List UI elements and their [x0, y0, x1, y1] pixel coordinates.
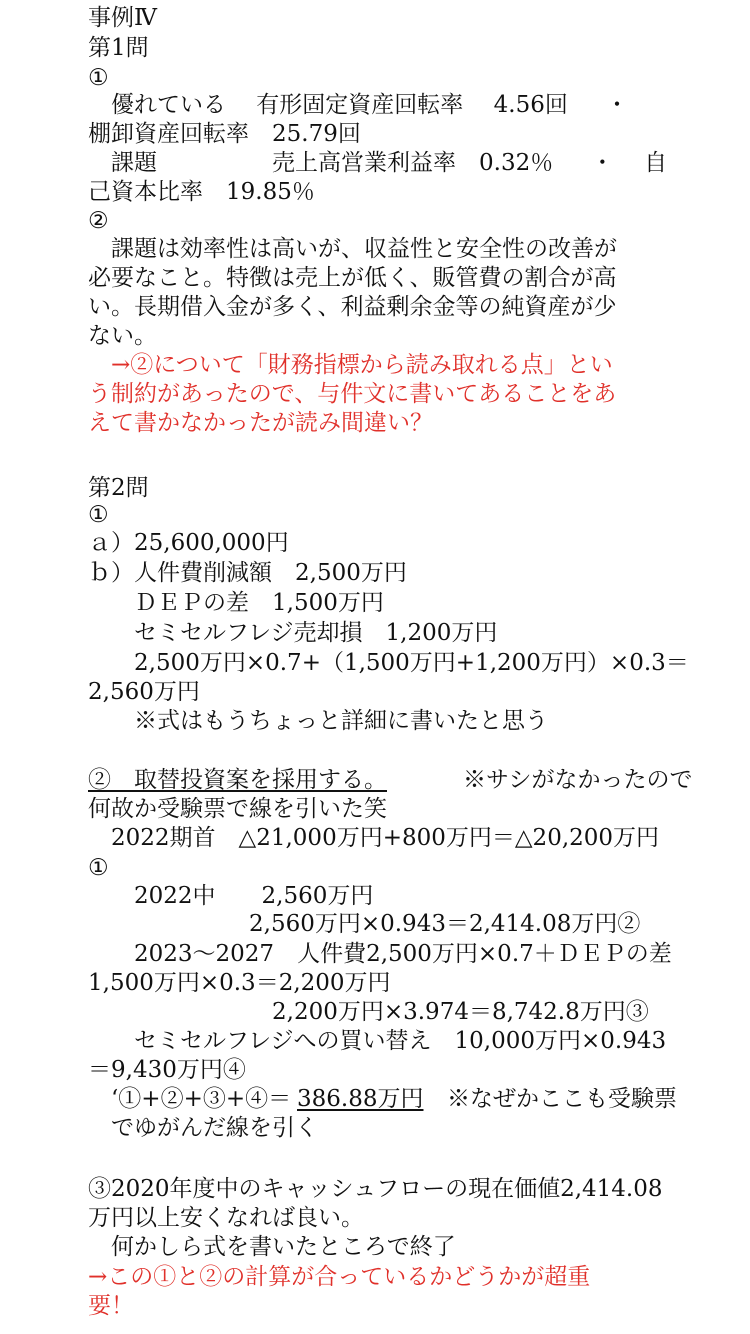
subheading-1: ①: [88, 502, 109, 528]
decision-text: ② 取替投資案を採用する。: [88, 767, 387, 793]
text-line: 必要なこと。特徴は売上が低く、販管費の割合が高: [88, 265, 617, 291]
text-line: ①: [88, 855, 109, 881]
text-line: 万円以上安くなれば良い。: [88, 1205, 364, 1231]
q2-part3-line: ③2020年度中のキャッシュフローの現在価値2,414.08: [88, 1176, 663, 1202]
sum-formula: ‘①+②+③+④＝: [88, 1086, 292, 1112]
text-line: 己資本比率 19.85％: [88, 179, 315, 205]
annotation-line: う制約があったので、与件文に書いてあることをあ: [88, 381, 617, 407]
text-line: でゆがんだ線を引く: [88, 1115, 318, 1141]
heading-q1: 第1問: [88, 35, 149, 61]
subheading-1: ①: [88, 65, 109, 91]
annotation-line: →②について「財務指標から読み取れる点」とい: [88, 352, 613, 378]
text-line: 2,500万円×0.7+（1,500万円+1,200万円）×0.3＝: [88, 650, 689, 676]
note-text: ※なぜかここも受験票: [424, 1086, 677, 1112]
text-line: 2022期首 △21,000万円+800万円＝△20,200万円: [88, 825, 660, 851]
text-line: ａ）25,600,000円: [88, 530, 289, 556]
text-line: ない。: [88, 323, 157, 349]
text-line: 2,560万円×0.943＝2,414.08万円②: [88, 911, 641, 937]
text-line: 優れている 有形固定資産回転率 4.56回 ・: [88, 92, 629, 118]
text-line: 2022中 2,560万円: [88, 883, 374, 909]
text-line: セミセルフレジへの買い替え 10,000万円×0.943: [88, 1028, 667, 1054]
heading-case: 事例Ⅳ: [88, 5, 157, 31]
text-line: 2023〜2027 人件費2,500万円×0.7＋ＤＥＰの差: [88, 941, 672, 967]
text-line: 2,200万円×3.974＝8,742.8万円③: [88, 999, 649, 1025]
sum-result: 386.88万円: [297, 1086, 424, 1112]
text-line: い。長期借入金が多く、利益剰余金等の純資産が少: [88, 294, 617, 320]
text-line: 2,560万円: [88, 679, 200, 705]
text-line: 課題は効率性は高いが、収益性と安全性の改善が: [88, 236, 617, 262]
text-line: ＤＥＰの差 1,500万円: [88, 590, 384, 616]
text-line: 棚卸資産回転率 25.79回: [88, 121, 361, 147]
text-line: 何故か受験票で線を引いた笑: [88, 796, 387, 822]
annotation-line: →この①と②の計算が合っているかどうかが超重: [88, 1264, 591, 1290]
text-line: セミセルフレジ売却損 1,200万円: [88, 620, 498, 646]
text-line: ｂ）人件費削減額 2,500万円: [88, 560, 407, 586]
note-text: ※サシがなかったので: [440, 767, 693, 793]
annotation-line: えて書かなかったが読み間違い？: [88, 410, 433, 436]
annotation-line: 要！: [88, 1293, 134, 1319]
text-line: ※式はもうちょっと詳細に書いたと思う: [88, 708, 548, 734]
subheading-2: ②: [88, 208, 109, 234]
heading-q2: 第2問: [88, 475, 149, 501]
text-line: 何かしら式を書いたところで終了: [88, 1234, 456, 1260]
text-line: ＝9,430万円④: [88, 1057, 246, 1083]
text-line: 1,500万円×0.3＝2,200万円: [88, 970, 391, 996]
text-line: 課題 売上高営業利益率 0.32％ ・ 自: [88, 150, 668, 176]
